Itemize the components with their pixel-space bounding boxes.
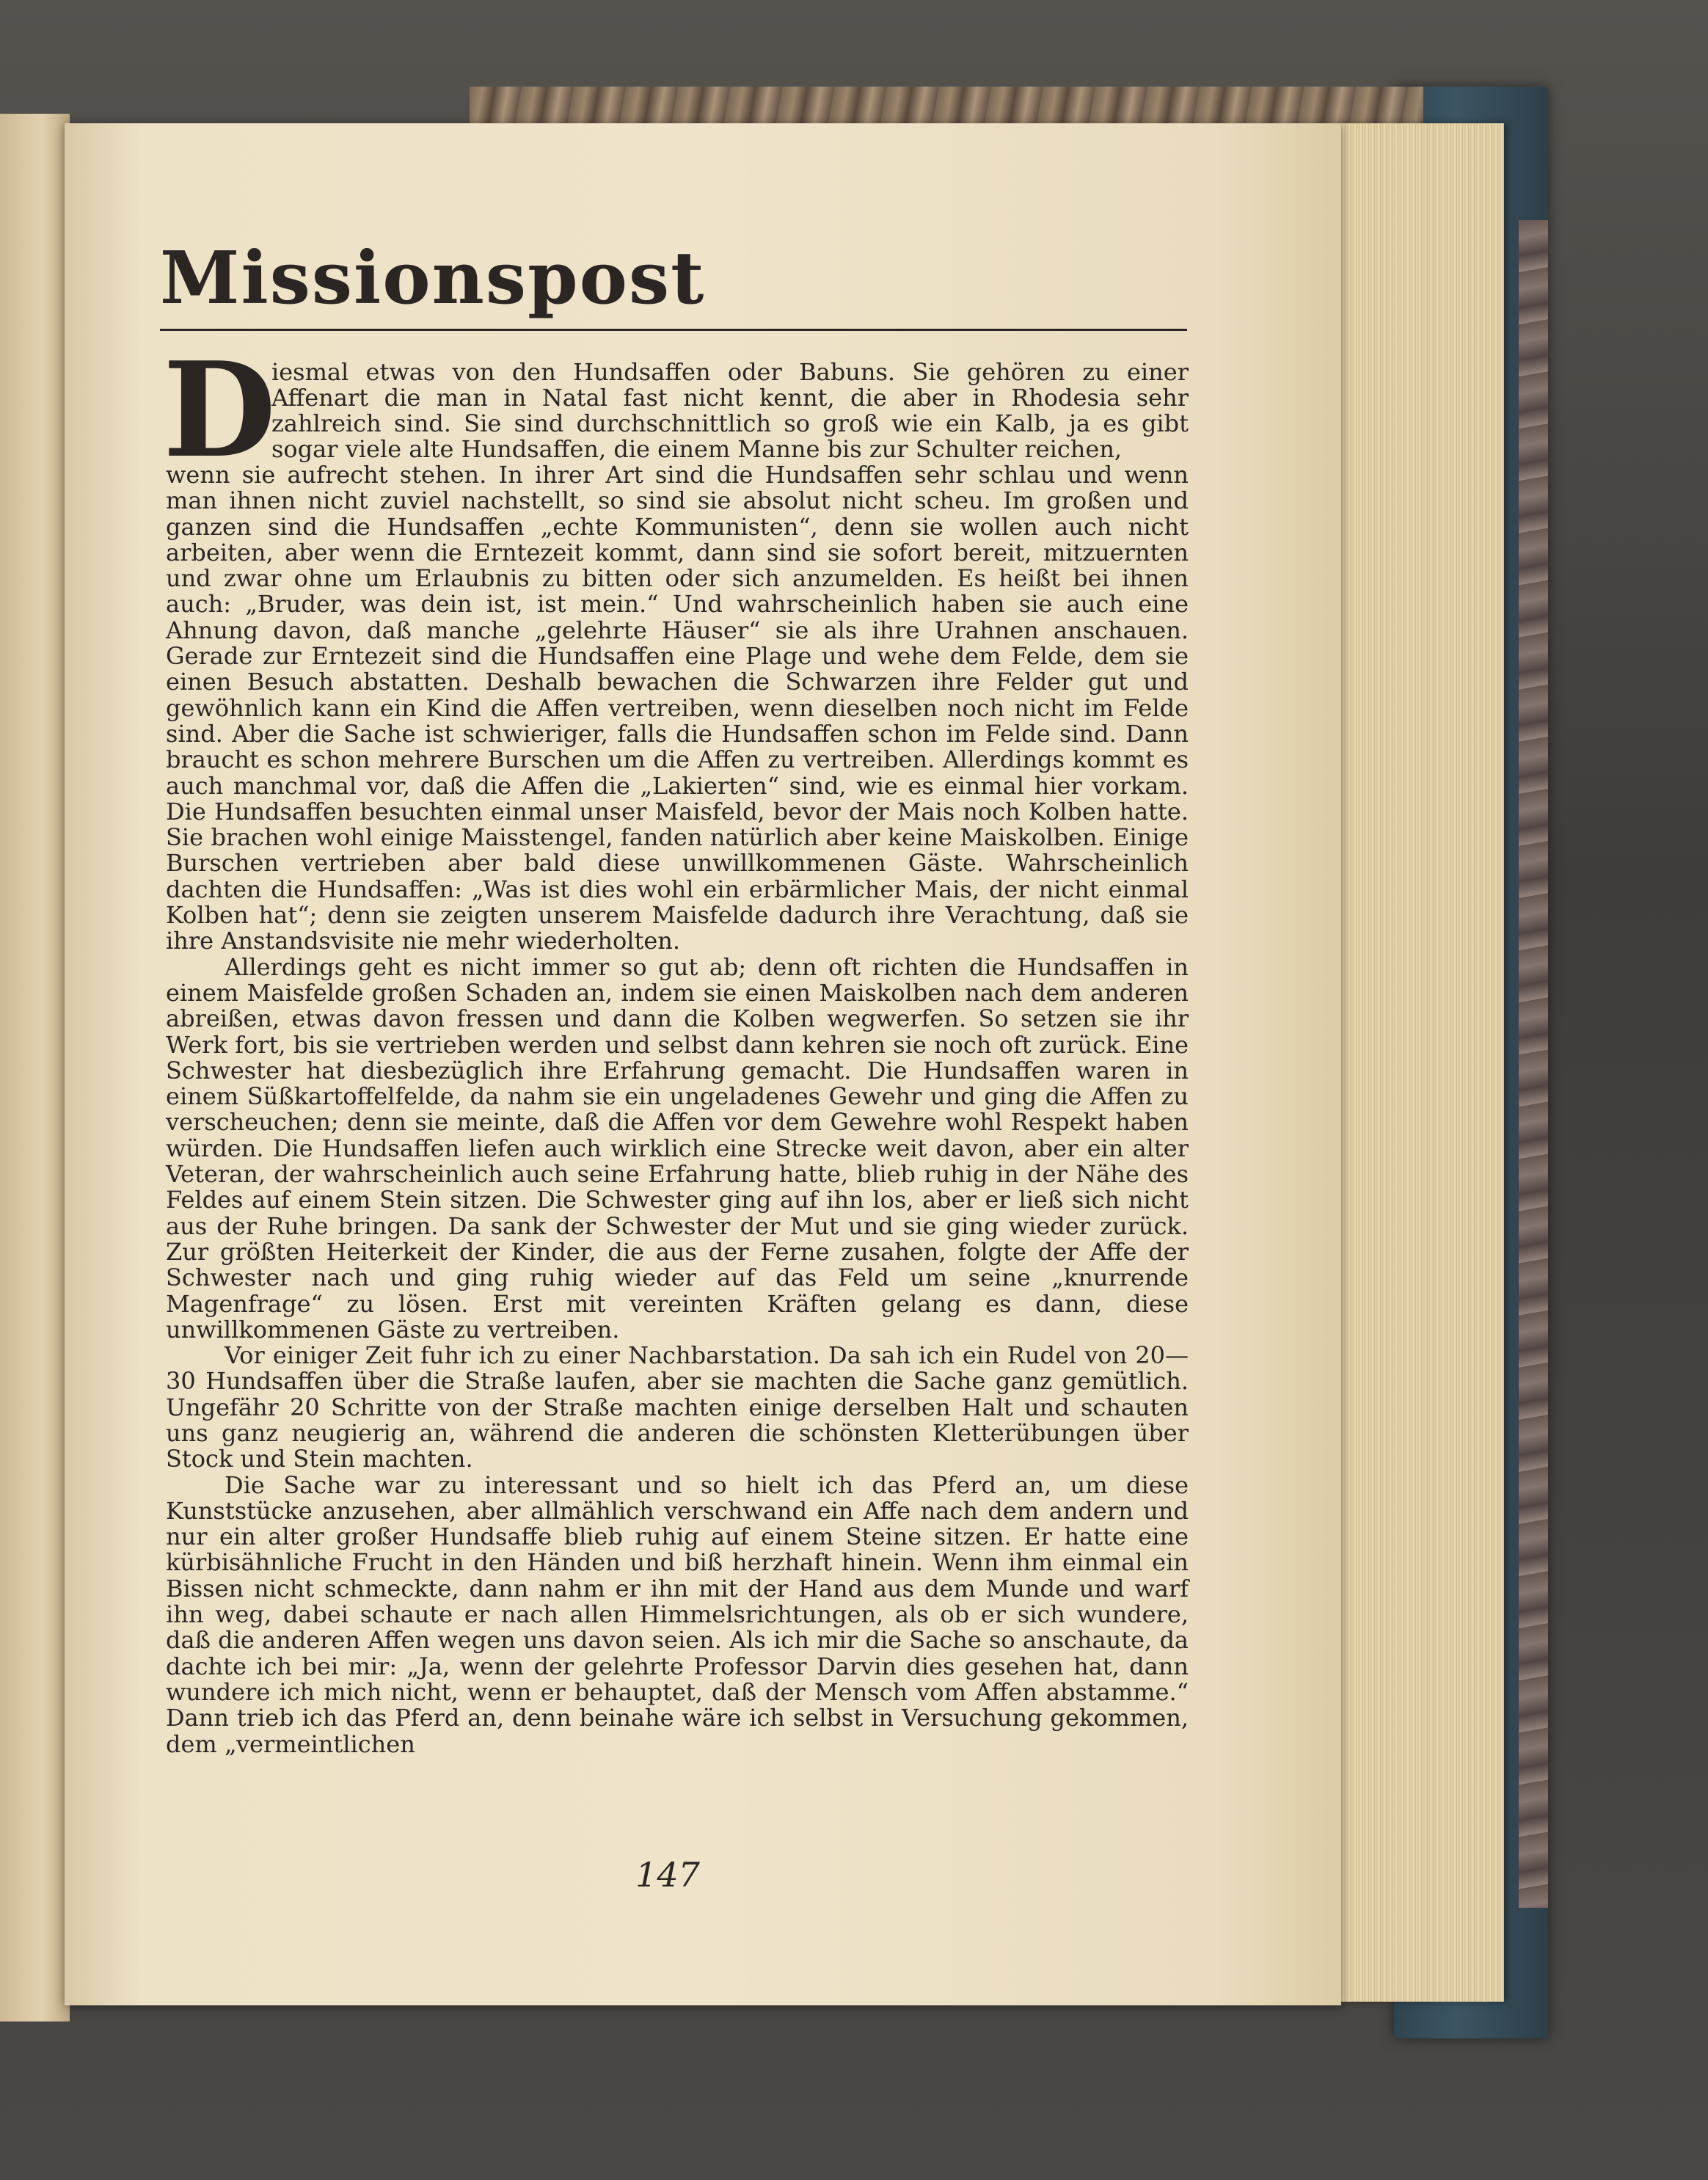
marbled-endpaper-right [1519,220,1548,1908]
facing-page-edge [0,114,70,2022]
title-rule [160,329,1187,331]
paragraph-3: Vor einiger Zeit fuhr ich zu einer Nachbarstation. Da sah ich ein Rudel von 20—30 Hundsaffen über die Straße laufen, aber sie machten die Sache ganz gemütlich. Ungefähr 20 Schritte von der Straße machten einige derselben Halt und schauten uns ganz neugierig an, während die anderen die schönsten Kletterübungen über Stock und Stein machten. [166,1341,1189,1473]
page-block-edges [1334,123,1504,2002]
paragraph-4: Die Sache war zu interessant und so hielt ich das Pferd an, um diese Kunststücke anzusehen, aber allmählich verschwand ein Affe nach dem andern und nur ein alter großer Hundsaffe blieb ruhig auf einem Steine sitzen. Er hatte eine kürbisähnliche Frucht in den Händen und biß herzhaft hinein. Wenn ihm einmal ein Bissen nicht schmeckte, dann nahm er ihn mit der Hand aus dem Munde und warf ihn weg, dabei schaute er nach allen Himmelsrichtungen, als ob er sich wundere, daß die anderen Affen wegen uns davon seien. Als ich mir die Sache so anschaute, da dachte ich bei mir: „Ja, wenn der gelehrte Professor Darvin dies gesehen hat, dann wundere ich mich nicht, wenn er behauptet, daß der Mensch vom Affen abstamme.“ Dann trieb ich das Pferd an, denn beinahe wäre ich selbst in Versuchung gekommen, dem „vermeintlichen [166,1470,1189,1758]
article-body [166,462,1189,1757]
opening-lines: iesmal etwas von den Hundsaffen oder Babuns. Sie gehören zu einer Affenart die man in Natal fast nicht kennt, die aber in Rhodesia sehr zahlreich sind. Sie sind durchschnittlich so groß wie ein Kalb, ja es gibt sogar viele alte Hundsaffen, die einem Manne bis zur Schulter reichen, [271,358,1189,463]
paragraph-1: wenn sie aufrecht stehen. In ihrer Art sind die Hundsaffen sehr schlau und wenn man ihnen nicht zuviel nachstellt, so sind sie absolut nicht scheu. Im großen und ganzen sind die Hundsaffen „echte Kommunisten“, denn sie wollen auch nicht arbeiten, aber wenn die Erntezeit kommt, dann sind sie sofort bereit, mitzuernten und zwar ohne um Erlaubnis zu bitten oder sich anzumelden. Es heißt bei ihnen auch: „Bruder, was dein ist, ist mein.“ Und wahrscheinlich haben sie auch eine Ahnung davon, daß manche „gelehrte Häuser“ sie als ihre Urahnen anschauen. Gerade zur Erntezeit sind die Hundsaffen eine Plage und wehe dem Felde, dem sie einen Besuch abstatten. Deshalb bewachen die Schwarzen ihre Felder gut und gewöhnlich kann ein Kind die Affen vertreiben, wenn dieselben noch nicht im Felde sind. Aber die Sache ist schwieriger, falls die Hundsaffen schon im Felde sind. Dann braucht es schon mehrere Burschen um die Affen zu vertreiben. Allerdings kommt es auch manchmal vor, daß die Affen die „Lakierten“ sind, wie es einmal hier vorkam. Die Hundsaffen besuchten einmal unser Maisfeld, bevor der Mais noch Kolben hatte. Sie brachen wohl einige Maisstengel, fanden natürlich aber keine Maiskolben. Einige Burschen vertrieben aber bald diese unwillkommenen Gäste. Wahrscheinlich dachten die Hundsaffen: „Was ist dies wohl ein erbärmlicher Mais, der nicht einmal Kolben hat“; denn sie zeigten unserem Maisfelde dadurch ihre Verachtung, daß sie ihre Anstandsvisite nie mehr wiederholten. [166,461,1189,955]
page-title: Missionspost [160,236,706,321]
paragraph-2: Allerdings geht es nicht immer so gut ab; denn oft richten die Hundsaffen in einem Maisfelde großen Schaden an, indem sie einen Maiskolben nach dem anderen abreißen, etwas davon fressen und dann die Kolben wegwerfen. So setzen sie ihr Werk fort, bis sie vertrieben werden und selbst dann kehren sie noch oft zurück. Eine Schwester hat diesbezüglich ihre Erfahrung gemacht. Die Hundsaffen waren in einem Süßkartoffelfelde, da nahm sie ein ungeladenes Gewehr und ging die Affen zu verscheuchen; denn sie meinte, daß die Affen vor dem Gewehre wohl Respekt haben würden. Die Hundsaffen liefen auch wirklich eine Strecke weit davon, aber ein alter Veteran, der wahrscheinlich auch seine Erfahrung hatte, blieb ruhig in der Nähe des Feldes auf einem Stein sitzen. Die Schwester ging auf ihn los, aber er ließ sich nicht aus der Ruhe bringen. Da sank der Schwester der Mut und sie ging wieder zurück. Zur größten Heiterkeit der Kinder, die aus der Ferne zusahen, folgte der Affe der Schwester nach und ging ruhig wieder auf das Feld um seine „knurrende Magenfrage“ zu lösen. Erst mit vereinten Kräften gelang es dann, diese unwillkommenen Gäste zu vertreiben. [166,952,1189,1344]
page-number: 147 [635,1855,700,1895]
drop-cap-initial: D [163,333,277,486]
